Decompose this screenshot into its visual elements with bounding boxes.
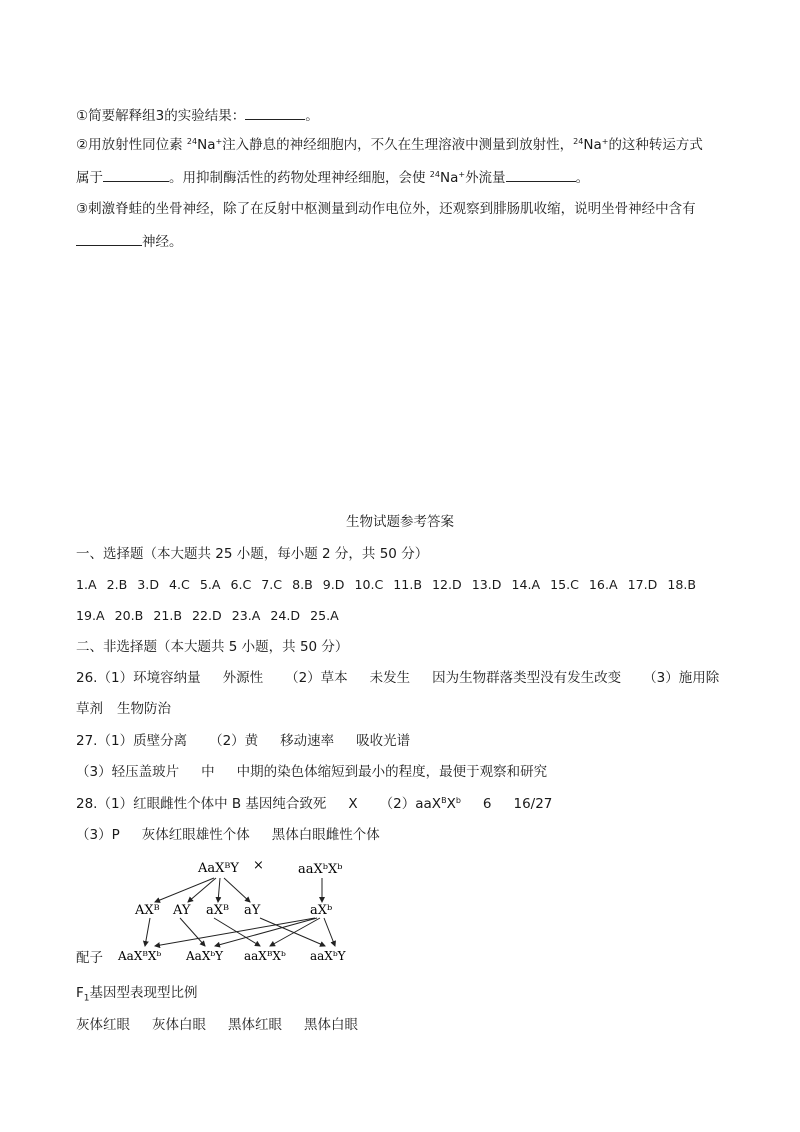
answer-27-line-1: 27.（1）质壁分离 （2）黄 移动速率 吸收光谱 (76, 733, 411, 749)
mcq-answer-12: 12.D (431, 577, 462, 592)
answer-26-line-1: 26.（1）环境容纳量 外源性 （2）草本 未发生 因为生物群落类型没有发生改变 （3）施用除 (76, 670, 720, 686)
parent-male-genotype: AaXᴮY (198, 861, 239, 876)
mcq-answer-10: 10.C (354, 577, 384, 592)
mcq-answer-4: 4.C (169, 577, 190, 592)
genetic-cross-diagram (110, 852, 370, 968)
gamete-label: 配子 (76, 950, 103, 966)
question-3-line-1: ③刺激脊蛙的坐骨神经，除了在反射中枢测量到动作电位外，还观察到腓肠肌收缩，说明坐骨神经中含有 (76, 201, 696, 217)
mcq-answer-14: 14.A (511, 577, 541, 592)
section-2-heading: 二、非选择题（本大题共 5 小题，共 50 分） (76, 639, 349, 655)
phenotype-2: 灰体白眼 (152, 1017, 206, 1033)
gamete-male-2: AY (173, 903, 191, 918)
mcq-answer-5: 5.A (199, 577, 221, 592)
f1-label: $F_1$基因型表现型比例 (76, 985, 198, 1004)
mcq-answer-r2-6: 24.D (270, 608, 301, 623)
offspring-2: AaXᵇY (186, 949, 224, 963)
mcq-answer-2: 2.B (106, 577, 128, 592)
phenotype-row (76, 1015, 358, 1035)
mcq-answer-r2-5: 23.A (231, 608, 261, 623)
mcq-answer-r2-3: 21.B (153, 608, 182, 623)
offspring-3: aaXᴮXᵇ (244, 949, 286, 963)
question-3-line-2: 神经。 (76, 230, 183, 252)
question-2-line-2: 属于 。用抑制酶活性的药物处理神经细胞，会使 $^{24}$Na+外流量 。 (76, 166, 589, 188)
parent-female-genotype: aaXᵇXᵇ (298, 862, 343, 877)
mcq-answer-r2-1: 19.A (76, 608, 105, 623)
mcq-answer-17: 17.D (627, 577, 658, 592)
section-1-heading: 一、选择题（本大题共 25 小题，每小题 2 分，共 50 分） (76, 546, 429, 562)
answer-title: 生物试题参考答案 (346, 514, 454, 530)
mcq-answers-row-1 (76, 575, 706, 595)
mcq-answer-r2-7: 25.A (310, 608, 339, 623)
phenotype-4: 黑体白眼 (304, 1017, 358, 1033)
answer-28-line-1: 28.（1）红眼雌性个体中 B 基因纯合致死 X $(2)aaX^BX^b$ 6 16/27 (76, 796, 553, 812)
question-2-line-1: ②用放射性同位素 $^{24}$Na+注入静息的神经细胞内，不久在生理溶液中测量到放射性，$^{24}$Na+的这种转运方式 (76, 137, 703, 153)
mcq-answer-r2-4: 22.D (192, 608, 222, 623)
mcq-answer-11: 11.B (393, 577, 422, 592)
mcq-answer-13: 13.D (471, 577, 502, 592)
gamete-male-4: aY (244, 903, 261, 918)
question-1: ①简要解释组3的实验结果： 。 (76, 104, 319, 126)
mcq-answer-6: 6.C (230, 577, 252, 592)
gamete-male-3: aXᴮ (206, 903, 230, 918)
mcq-answer-r2-2: 20.B (114, 608, 144, 623)
mcq-answer-1: 1.A (76, 577, 97, 592)
mcq-answer-16: 16.A (588, 577, 618, 592)
gamete-male-1: AXᴮ (135, 903, 160, 918)
phenotype-1: 灰体红眼 (76, 1017, 130, 1033)
answer-27-line-2: （3）轻压盖玻片 中 中期的染色体缩短到最小的程度，最便于观察和研究 (76, 764, 548, 780)
mcq-answer-15: 15.C (550, 577, 579, 592)
cross-symbol: × (253, 858, 264, 873)
mcq-answer-7: 7.C (261, 577, 283, 592)
offspring-1: AaXᴮXᵇ (118, 949, 162, 963)
answer-28-line-2: （3）P 灰体红眼雄性个体 黑体白眼雌性个体 (76, 827, 380, 843)
mcq-answer-3: 3.D (137, 577, 160, 592)
mcq-answers-row-2 (76, 606, 349, 626)
mcq-answer-8: 8.B (292, 577, 313, 592)
gamete-female: aXᵇ (310, 903, 333, 918)
mcq-answer-18: 18.B (667, 577, 696, 592)
offspring-4: aaXᵇY (310, 949, 346, 963)
answer-26-line-2: 草剂 生物防治 (76, 701, 171, 717)
phenotype-3: 黑体红眼 (228, 1017, 282, 1033)
mcq-answer-9: 9.D (322, 577, 345, 592)
